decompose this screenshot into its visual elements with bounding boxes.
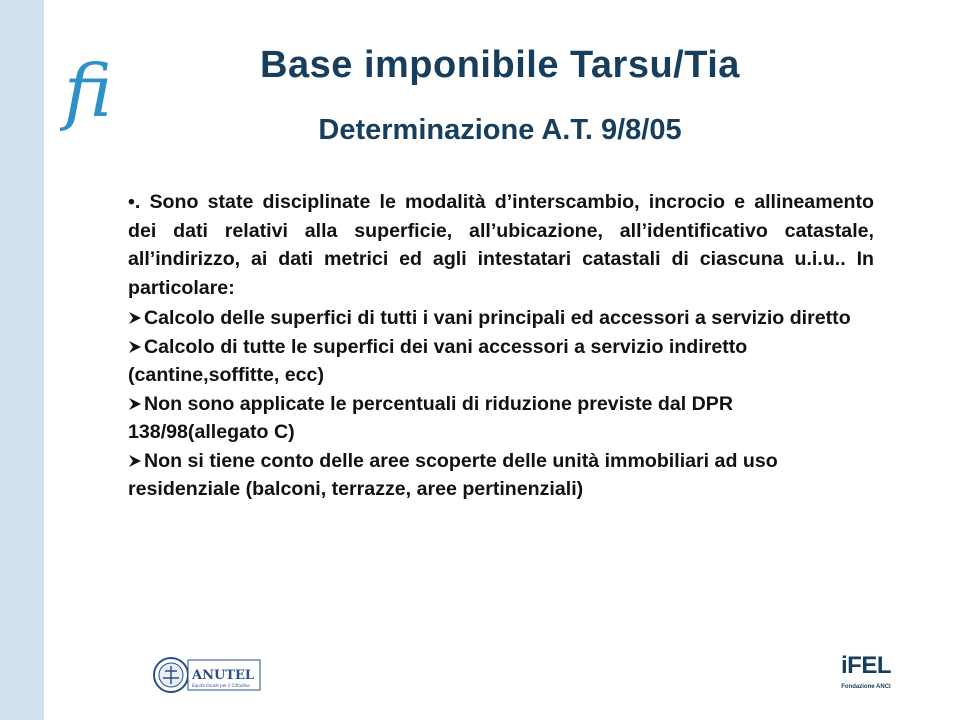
bullet-list (128, 304, 874, 504)
bullet-item (128, 304, 874, 333)
slide-body (128, 188, 874, 504)
bullet-item (128, 447, 874, 504)
anutel-logo-text: ANUTEL (192, 668, 255, 683)
ifel-logo (838, 652, 894, 698)
bullet-text: Non sono applicate le percentuali di riduzione previste dal DPR 138/98(allegato C) (128, 392, 734, 443)
bullet-text: Calcolo delle superfici di tutti i vani principali ed accessori a servizio diretto (144, 307, 851, 329)
bullet-item (128, 333, 874, 390)
ifel-logo-tagline: Fondazione ANCI (841, 684, 891, 690)
bullet-text: Non si tiene conto delle aree scoperte delle unità immobiliari ad uso residenziale (balconi, terrazze, aree pertinenziali) (128, 449, 778, 500)
arrow-bullet-icon (128, 397, 142, 411)
arrow-bullet-icon (128, 454, 142, 468)
bullet-text: Calcolo di tutte le superfici dei vani accessori a servizio indiretto (cantine,soffitte, ecc) (128, 335, 748, 386)
left-decorative-stripe (0, 0, 44, 720)
anutel-tagline: Equità fiscale per il Cittadino (192, 683, 250, 688)
arrow-bullet-icon (128, 311, 142, 325)
slide-title: Base imponibile Tarsu/Tia (260, 44, 740, 86)
arrow-bullet-icon (128, 340, 142, 354)
fi-logo-text: fi (64, 49, 113, 133)
slide-subtitle: Determinazione A.T. 9/8/05 (318, 114, 682, 146)
bullet-item (128, 390, 874, 447)
ifel-logo-text: iFEL (841, 652, 891, 679)
anutel-logo-icon (152, 654, 262, 696)
intro-paragraph: •. Sono state disciplinate le modalità d’interscambio, incrocio e allineamento dei dati relativi alla superficie, all’ubicazione, all’identificativo catastale, all’indirizzo, ai dati metrici ed agli intestatari catastali di ciascuna u.i.u.. In particolare: (128, 191, 874, 299)
fi-logo-icon (60, 42, 130, 138)
